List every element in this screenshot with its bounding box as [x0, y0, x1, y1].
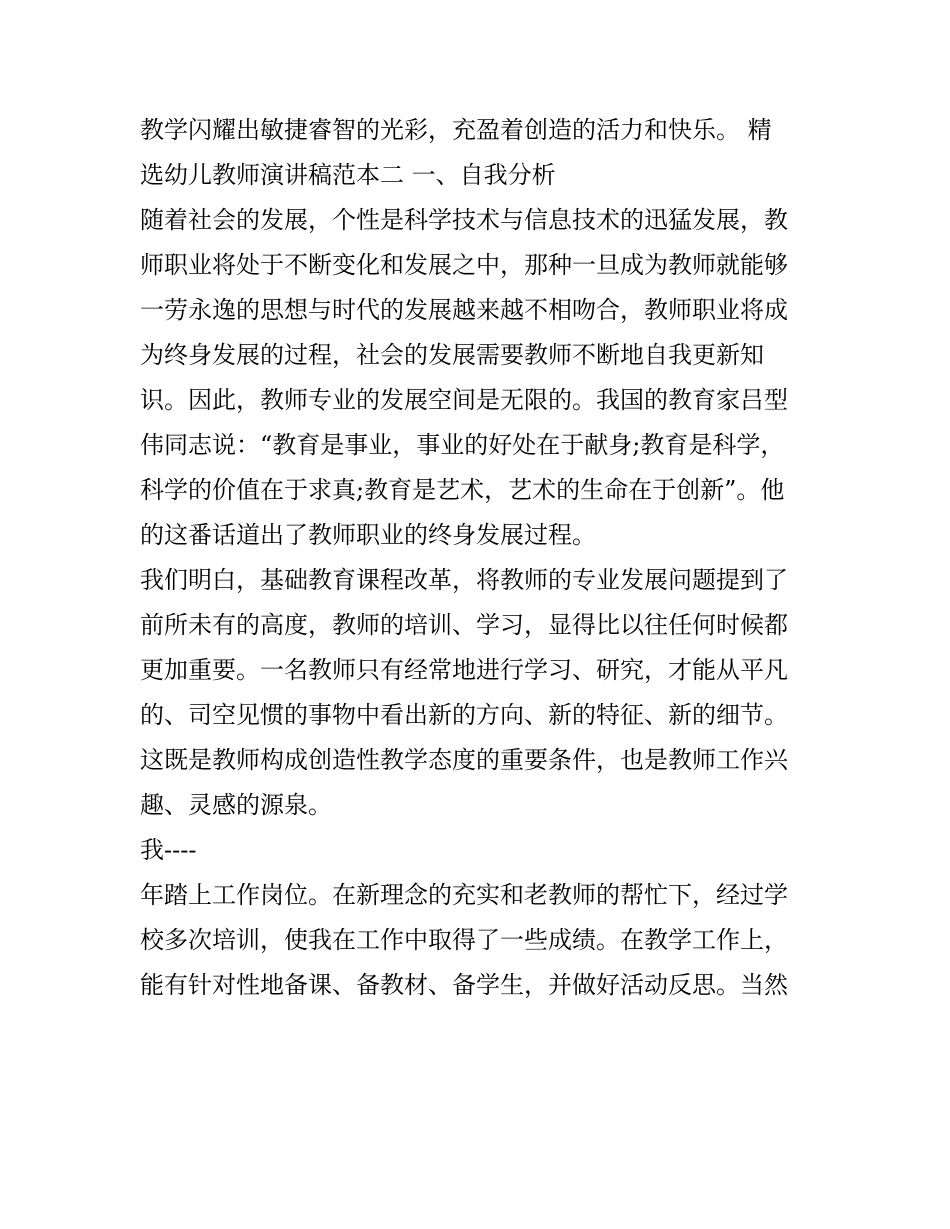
text-line: 师职业将处于不断变化和发展之中，那种一旦成为教师就能够 [140, 251, 788, 279]
text-line: 校多次培训，使我在工作中取得了一些成绩。在教学工作上， [140, 926, 788, 954]
text-line: 随着社会的发展，个性是科学技术与信息技术的迅猛发展，教 [140, 206, 788, 234]
text-line: 我们明白，基础教育课程改革，将教师的专业发展问题提到了 [140, 566, 788, 594]
text-line: 一劳永逸的思想与时代的发展越来越不相吻合，教师职业将成 [140, 296, 788, 324]
text-line: 这既是教师构成创造性教学态度的重要条件，也是教师工作兴 [140, 746, 788, 774]
text-line: 的这番话道出了教师职业的终身发展过程。 [140, 521, 596, 549]
text-line: 为终身发展的过程，社会的发展需要教师不断地自我更新知 [140, 341, 764, 369]
text-line: 伟同志说：“教育是事业，事业的好处在于献身;教育是科学， [140, 431, 785, 459]
text-line: 趣、灵感的源泉。 [140, 791, 332, 819]
text-line: 教学闪耀出敏捷睿智的光彩，充盈着创造的活力和快乐。 精 [140, 116, 772, 144]
text-line: 我---- [140, 836, 197, 864]
text-line: 能有针对性地备课、备教材、备学生，并做好活动反思。当然 [140, 971, 788, 999]
text-line: 选幼儿教师演讲稿范本二 一、自我分析 [140, 161, 556, 189]
text-line: 前所未有的高度，教师的培训、学习，显得比以往任何时候都 [140, 611, 788, 639]
text-line: 科学的价值在于求真;教育是艺术，艺术的生命在于创新”。他 [140, 476, 785, 504]
text-line: 识。因此，教师专业的发展空间是无限的。我国的教育家吕型 [140, 386, 788, 414]
text-line: 的、司空见惯的事物中看出新的方向、新的特征、新的细节。 [140, 701, 788, 729]
text-line: 更加重要。一名教师只有经常地进行学习、研究，才能从平凡 [140, 656, 788, 684]
text-line: 年踏上工作岗位。在新理念的充实和老教师的帮忙下，经过学 [140, 881, 788, 909]
body-text [140, 108, 820, 1008]
